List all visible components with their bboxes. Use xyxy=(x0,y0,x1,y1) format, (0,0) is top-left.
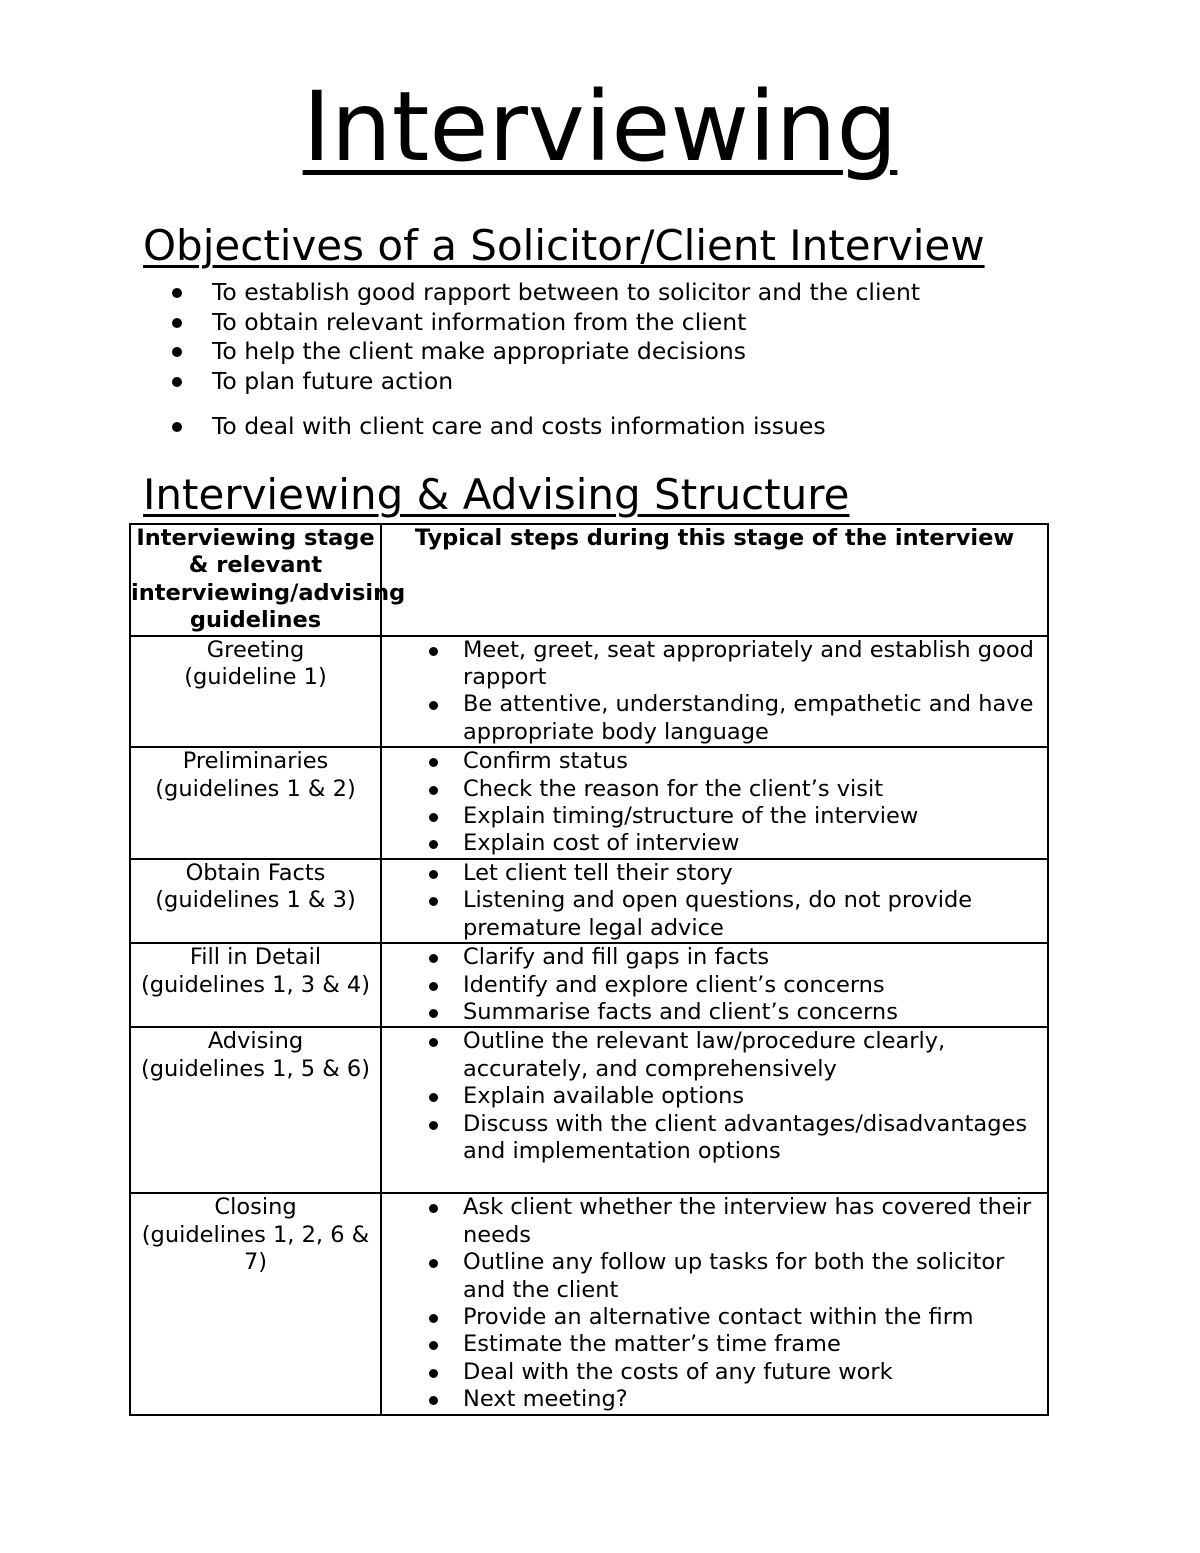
table-row xyxy=(130,859,1048,943)
stage-guidelines: (guidelines 1 & 3) xyxy=(155,887,356,914)
step-item: Explain timing/structure of the interview xyxy=(382,803,1047,830)
stage-guidelines: (guidelines 1, 2, 6 & 7) xyxy=(141,1221,370,1276)
column-header-steps: Typical steps during this stage of the interview xyxy=(381,524,1048,636)
stage-guidelines: (guidelines 1 & 2) xyxy=(155,775,356,802)
step-item: Discuss with the client advantages/disadvantages and implementation options xyxy=(382,1111,1047,1166)
steps-cell xyxy=(381,1193,1048,1414)
stage-name: Advising xyxy=(207,1028,304,1055)
steps-list xyxy=(382,944,1047,1026)
stage-cell xyxy=(130,747,381,859)
step-item: Listening and open questions, do not provide premature legal advice xyxy=(382,887,1047,942)
table-row xyxy=(130,636,1048,748)
table-row xyxy=(130,747,1048,859)
objective-text: To obtain relevant information from the client xyxy=(212,308,747,336)
structure-heading: Interviewing & Advising Structure xyxy=(143,470,850,519)
objectives-heading: Objectives of a Solicitor/Client Interview xyxy=(143,221,985,270)
step-item: Estimate the matter’s time frame xyxy=(382,1331,1047,1358)
steps-cell xyxy=(381,636,1048,748)
steps-cell xyxy=(381,943,1048,1027)
objective-text: To plan future action xyxy=(212,367,454,395)
step-item: Explain available options xyxy=(382,1083,1047,1110)
step-item: Ask client whether the interview has covered their needs xyxy=(382,1194,1047,1249)
stage-cell xyxy=(130,636,381,748)
step-item: Clarify and fill gaps in facts xyxy=(382,944,1047,971)
stage-name: Greeting xyxy=(206,636,305,663)
table-row xyxy=(130,1193,1048,1414)
step-item: Outline any follow up tasks for both the solicitor and the client xyxy=(382,1249,1047,1304)
step-item: Deal with the costs of any future work xyxy=(382,1359,1047,1386)
step-item: Outline the relevant law/procedure clearly, accurately, and comprehensively xyxy=(382,1028,1047,1083)
table-header-row xyxy=(130,524,1048,636)
steps-list xyxy=(382,748,1047,858)
steps-list xyxy=(382,1194,1047,1413)
step-item: Be attentive, understanding, empathetic and have appropriate body language xyxy=(382,691,1047,746)
stage-guidelines: (guidelines 1, 3 & 4) xyxy=(140,971,371,998)
stage-name: Obtain Facts xyxy=(185,859,326,886)
step-item: Next meeting? xyxy=(382,1386,1047,1413)
step-item: Explain cost of interview xyxy=(382,830,1047,857)
bullet-icon xyxy=(172,318,182,328)
step-item: Summarise facts and client’s concerns xyxy=(382,999,1047,1026)
stage-cell xyxy=(130,859,381,943)
page-title: Interviewing xyxy=(302,71,898,183)
bullet-icon xyxy=(172,377,182,387)
stage-name: Closing xyxy=(214,1194,297,1221)
steps-list xyxy=(382,860,1047,942)
step-item: Provide an alternative contact within the firm xyxy=(382,1304,1047,1331)
stage-cell xyxy=(130,1193,381,1414)
stage-name: Fill in Detail xyxy=(189,944,322,971)
stage-cell xyxy=(130,1027,381,1193)
objective-text: To establish good rapport between to solicitor and the client xyxy=(212,278,921,306)
bullet-icon xyxy=(172,347,182,357)
column-header-stage: Interviewing stage & relevant interviewing/advising guidelines xyxy=(130,524,381,636)
bullet-icon xyxy=(172,422,182,432)
stage-name: Preliminaries xyxy=(182,748,329,775)
stage-guidelines: (guideline 1) xyxy=(184,664,327,691)
table-row xyxy=(130,943,1048,1027)
objective-text: To deal with client care and costs information issues xyxy=(212,412,826,440)
step-item: Check the reason for the client’s visit xyxy=(382,776,1047,803)
structure-table xyxy=(129,523,1049,1416)
step-item: Meet, greet, seat appropriately and establish good rapport xyxy=(382,637,1047,692)
table-row xyxy=(130,1027,1048,1193)
stage-guidelines: (guidelines 1, 5 & 6) xyxy=(140,1055,371,1082)
bullet-icon xyxy=(172,288,182,298)
steps-cell xyxy=(381,1027,1048,1193)
steps-list xyxy=(382,1028,1047,1165)
step-item: Confirm status xyxy=(382,748,1047,775)
steps-cell xyxy=(381,747,1048,859)
step-item: Identify and explore client’s concerns xyxy=(382,972,1047,999)
stage-cell xyxy=(130,943,381,1027)
steps-list xyxy=(382,637,1047,747)
step-item: Let client tell their story xyxy=(382,860,1047,887)
objective-text: To help the client make appropriate decisions xyxy=(212,337,747,365)
steps-cell xyxy=(381,859,1048,943)
